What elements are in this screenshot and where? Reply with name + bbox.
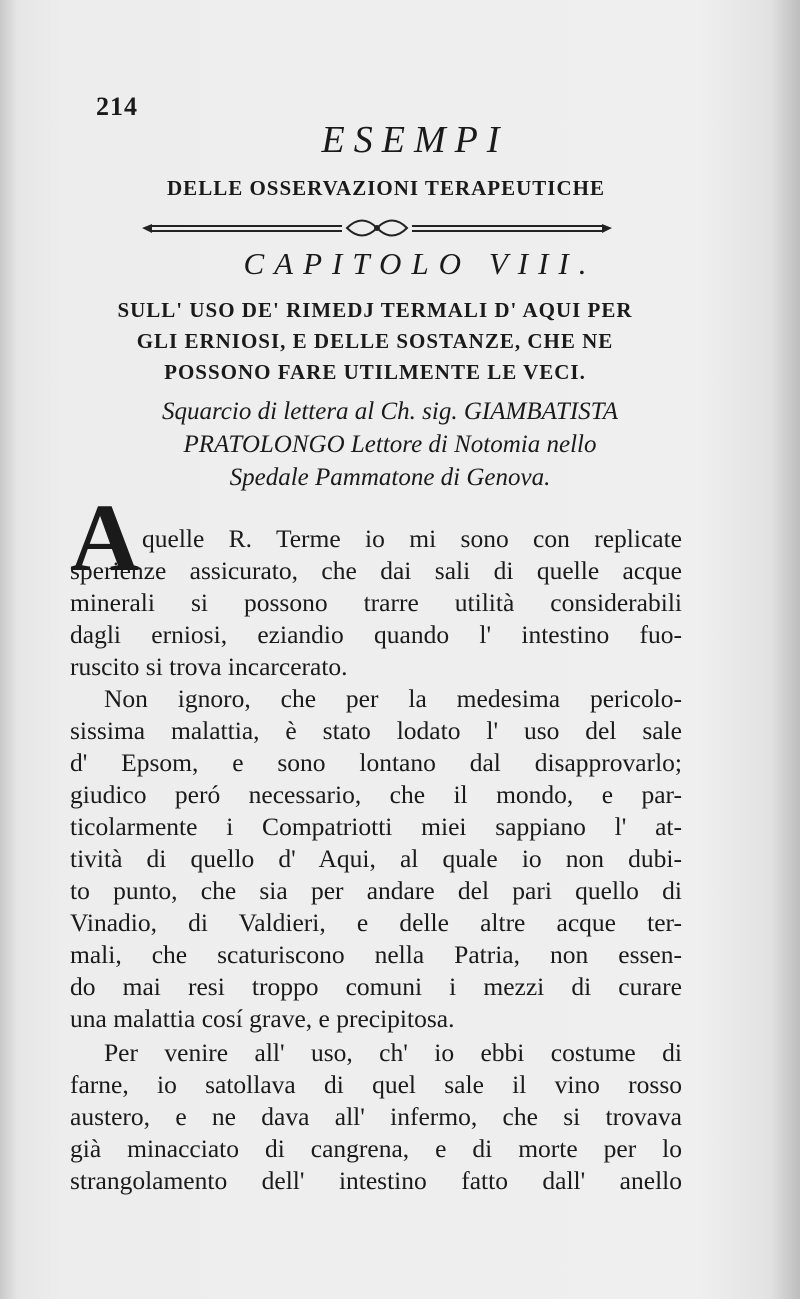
section-title: ESEMPI — [321, 119, 509, 161]
section-subtitle: DELLE OSSERVAZIONI TERAPEUTICHE — [167, 176, 605, 200]
chapter-subtitle-line: SULL' USO DE' RIMEDJ TERMALI D' AQUI PER — [117, 298, 633, 322]
text-line: strangolamento dell' intestino fatto dall' anello — [70, 1166, 682, 1195]
text-line: giudico peró necessario, che il mondo, e par- — [70, 780, 682, 809]
text-line: Non ignoro, che per la medesima pericolo- — [104, 684, 682, 713]
chapter-subtitle-line: POSSONO FARE UTILMENTE LE VECI. — [164, 360, 586, 384]
text-line: tività di quello d' Aqui, al quale io non dubi- — [70, 844, 682, 873]
page-number: 214 — [96, 92, 138, 121]
epigraph-line: Spedale Pammatone di Genova. — [229, 464, 551, 491]
text-line: dagli erniosi, eziandio quando l' intestino fuo- — [70, 620, 682, 649]
text-line: d' Epsom, e sono lontano dal disapprovarlo; — [70, 748, 682, 777]
text-line: già minacciato di cangrena, e di morte per lo — [70, 1134, 682, 1163]
epigraph-line: PRATOLONGO Lettore di Notomia nello — [183, 431, 597, 458]
drop-cap: A — [70, 484, 140, 591]
text-line: Per venire all' uso, ch' io ebbi costume di — [104, 1038, 682, 1067]
text-line: Vinadio, di Valdieri, e delle altre acque ter- — [70, 908, 682, 937]
chapter-title: CAPITOLO VIII. — [243, 246, 597, 281]
text-line: quelle R. Terme io mi sono con replicate — [142, 524, 682, 553]
ornamental-divider — [142, 218, 612, 240]
text-line: sissima malattia, è stato lodato l' uso del sale — [70, 716, 682, 745]
text-line: ticolarmente i Compatriotti miei sappiano l' at- — [70, 812, 682, 841]
text-line: ruscito si trova incarcerato. — [70, 652, 348, 681]
epigraph-line: Squarcio di lettera al Ch. sig. GIAMBATISTA — [162, 398, 618, 425]
text-line: austero, e ne dava all' infermo, che si trovava — [70, 1102, 682, 1131]
chapter-subtitle-line: GLI ERNIOSI, E DELLE SOSTANZE, CHE NE — [136, 329, 614, 353]
text-line: sperienze assicurato, che dai sali di quelle acque — [70, 556, 682, 585]
text-line: mali, che scaturiscono nella Patria, non essen- — [70, 940, 682, 969]
text-line: minerali si possono trarre utilità considerabili — [70, 588, 682, 617]
text-line: una malattia cosí grave, e precipitosa. — [70, 1004, 455, 1033]
text-line: farne, io satollava di quel sale il vino rosso — [70, 1070, 682, 1099]
text-line: do mai resi troppo comuni i mezzi di curare — [70, 972, 682, 1001]
text-line: to punto, che sia per andare del pari quello di — [70, 876, 682, 905]
